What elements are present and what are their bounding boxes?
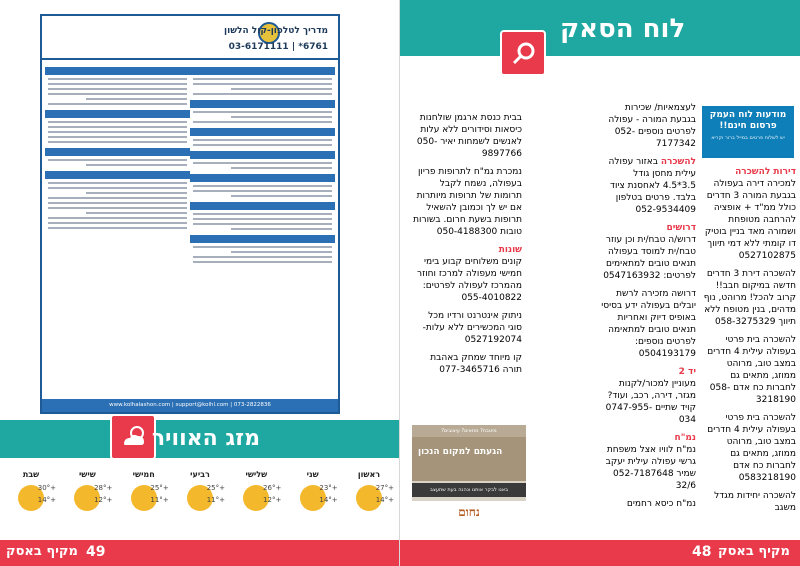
ad-text: למכירה דירה בעפולה בגבעת המורה 3 חדרים כולל ממ"ד + אופציה להרחבה מטופחת ושמורה מאד בניין בוטיק דו קומתי ללא דמי תיווך 0527102875 <box>704 179 796 261</box>
right-footer-brand: מקיף באסק <box>718 544 790 559</box>
ad-item <box>598 498 696 510</box>
guide-section-header <box>45 67 190 75</box>
ad-text: להשכרה דירת 3 חדרים חדשה במיקום חבב!! קרוב להכל! מרוהט, נוף מדהים, בנין מטופח ללא תיווך 058-3275329 <box>703 269 796 327</box>
ad-text: להשכרה יחידות מגדל משגב <box>714 491 796 513</box>
day-name: שלישי <box>245 470 268 479</box>
ad-text: נמ"ח לוויו אצל משפחת גרשי עפולה עילית יעקב שמיר 052-7187648 32/6 <box>605 445 696 491</box>
weather-icon-box <box>110 414 156 460</box>
guide-section-header <box>190 128 335 136</box>
guide-section-header <box>190 67 335 75</box>
ad-item <box>702 166 796 262</box>
ad-item <box>412 166 522 238</box>
temp-high: +26° <box>263 484 282 492</box>
ad-item <box>598 102 696 150</box>
day-name: שישי <box>78 470 96 479</box>
free-ads-box <box>702 106 794 158</box>
left-page-number: 49 <box>86 544 106 560</box>
right-page-number: 48 <box>692 544 712 560</box>
ads-column-left <box>412 112 522 412</box>
temp-low: +14° <box>375 496 394 504</box>
ad-item <box>598 432 696 492</box>
weather-day <box>173 466 227 530</box>
guide-section-header <box>45 171 190 179</box>
weather-day <box>229 466 283 530</box>
guide-section-header <box>190 100 335 108</box>
guide-column-left <box>45 62 190 398</box>
weather-day <box>117 466 171 530</box>
ad-text: נמ"ח כיסא רחמים <box>626 499 696 509</box>
phone-guide-area <box>0 0 400 420</box>
guide-section-header <box>45 110 190 118</box>
weather-title: מזג האוויר <box>151 426 260 451</box>
ad-top-text: מיטבח? מתאים? עיצובים? <box>412 425 526 437</box>
temp-low: +14° <box>319 496 338 504</box>
day-name: שבת <box>22 470 40 479</box>
ad-logo: נחום <box>412 501 526 523</box>
weather-day <box>4 466 58 530</box>
ad-item <box>702 490 796 514</box>
search-icon-box <box>500 30 546 76</box>
ad-kitchen-image <box>412 437 526 481</box>
ad-text: להשכרה בית פרטי בעפולה עילית 4 חדרים במצב טוב, מרוהט ממוזג, מתאים גם לחברות כח אדם 0583218190 <box>707 413 796 483</box>
ad-text: בבית כנסת ארגמן שולחנות כיסאות וסידורים ללא עלות לאנשים לשמחות יאיר 050-9897766 <box>416 113 522 159</box>
temp-high: +30° <box>37 484 57 492</box>
ad-heading: שונות <box>498 245 522 255</box>
temp-high: +25° <box>206 484 226 492</box>
ad-item <box>702 268 796 328</box>
free-ads-line2: פרסום חינם!! <box>719 121 777 131</box>
search-icon <box>511 41 537 67</box>
weather-days <box>0 466 400 530</box>
weather-day <box>286 466 340 530</box>
temp-high: +23° <box>319 484 338 492</box>
temp-high: +25° <box>150 484 169 492</box>
ad-heading: נמ"ח <box>674 433 696 443</box>
ad-item <box>598 222 696 282</box>
ad-text: קונים משלוחים קבוע בימי חמישי מעפולה למרכז וחוזר מהמרכז לעפולה לפרטים: 055-4010822 <box>417 257 522 303</box>
temp-low: +14° <box>37 496 57 504</box>
day-name: רביעי <box>190 470 210 479</box>
free-ads-line1: מודעות לוח העמק <box>709 110 787 120</box>
ad-text: דרושה מזכירה לרשת יובלים בעפולה ידע בסיסי באופיס דיוק ואחריות תנאים טובים למתאימה לפרטים נוספים: 0504193179 <box>601 289 696 359</box>
ads-column-middle <box>598 102 696 536</box>
ad-strip: באנו לבקר אותנו ונהנה בעת שתעצב <box>412 483 526 497</box>
ad-text: דרוש/ה טבח/ית וכן עוזר טבח/ית למוסד בעפולה תנאים טובים למתאימים לפרטים: 0547163932 <box>603 235 696 281</box>
ad-heading: להשכרה <box>660 157 696 167</box>
ad-headline: הגעתם למקום הנכון <box>418 447 503 457</box>
ad-text: לעצמאיות/ שכירות בגבעת המורה - עפולה לפרטים נוספים 052-7177342 <box>608 103 696 149</box>
ad-item <box>412 112 522 160</box>
ad-text: באזור עפולה עילית מחסן גודל 3.5*4.5 לאחסנת ציוד בלבד. פרטים בטלפון 052-9534409 <box>608 157 696 215</box>
ad-item <box>598 156 696 216</box>
day-name: חמישי <box>132 470 155 479</box>
ad-item <box>412 310 522 346</box>
ad-heading: דרושים <box>666 223 696 233</box>
guide-footer[interactable]: www.kolhalashon.com | support@kolhl.com | 073-2822836 <box>42 399 338 412</box>
temp-low: +11° <box>150 496 169 504</box>
ad-text: מעוניין למכור/לקנות מגזר, דירה, רכב, ועוד? קויד שתיים 0747-955-034 <box>605 379 696 425</box>
cloud-sun-icon <box>120 424 148 450</box>
guide-section-header <box>190 174 335 182</box>
right-page <box>400 0 800 566</box>
day-name: שני <box>306 470 319 479</box>
guide-header <box>42 16 338 60</box>
weather-day <box>60 466 114 530</box>
temp-low: +12° <box>94 496 113 504</box>
guide-title: מדריך לטלפון-קול הלשון <box>224 26 328 36</box>
board-title: לוח הסאק <box>560 14 686 44</box>
ad-item <box>702 334 796 406</box>
free-ads-sub: יש לשלוח פרטים במייל ברור וקריא <box>711 135 785 141</box>
ad-text: נמכרת גמ"ח לתרופות פריון בעפולה, נשמח לקבל תרומות של תרופות מיותרות אם יש לך וכמובן להשאיל תרופות בשעת חרום. בשורות טובות 050-4188300 <box>413 167 522 237</box>
weather-day <box>342 466 396 530</box>
ad-item <box>702 412 796 484</box>
ad-text: ניתוק אינטרנט ורדיו מכל סוגי המכשירים ללא עלות- 0527192074 <box>422 311 522 345</box>
ad-text: להשכרה בית פרטי בעפולה עילית 4 חדרים במצב טוב, מרוהט ממוזג, מתאים גם לחברות כח אדם 058-3218190 <box>707 335 796 405</box>
ad-item <box>598 288 696 360</box>
guide-section-header <box>190 202 335 210</box>
guide-section-header <box>190 235 335 243</box>
guide-column-right <box>190 62 335 398</box>
ad-heading: יד 2 <box>678 367 696 377</box>
temp-low: +12° <box>263 496 282 504</box>
guide-section-header <box>190 151 335 159</box>
ad-item <box>598 366 696 426</box>
day-name: ראשון <box>357 470 381 479</box>
kitchen-ad[interactable] <box>412 425 526 523</box>
guide-phone: 03-6171111 | *6761 <box>228 42 328 52</box>
temp-low: +11° <box>206 496 226 504</box>
ad-text: קו מיוחד שמחק באהבת תורה 077-3465716 <box>430 353 522 375</box>
phone-guide <box>40 14 340 414</box>
ad-heading: דירות להשכרה <box>735 167 796 177</box>
left-footer-brand: מקיף באסק <box>6 544 78 559</box>
temp-high: +27° <box>375 484 394 492</box>
temp-high: +28° <box>94 484 113 492</box>
ad-item <box>412 352 522 376</box>
guide-section-header <box>45 148 190 156</box>
ads-column-right <box>702 166 796 536</box>
ad-item <box>412 244 522 304</box>
